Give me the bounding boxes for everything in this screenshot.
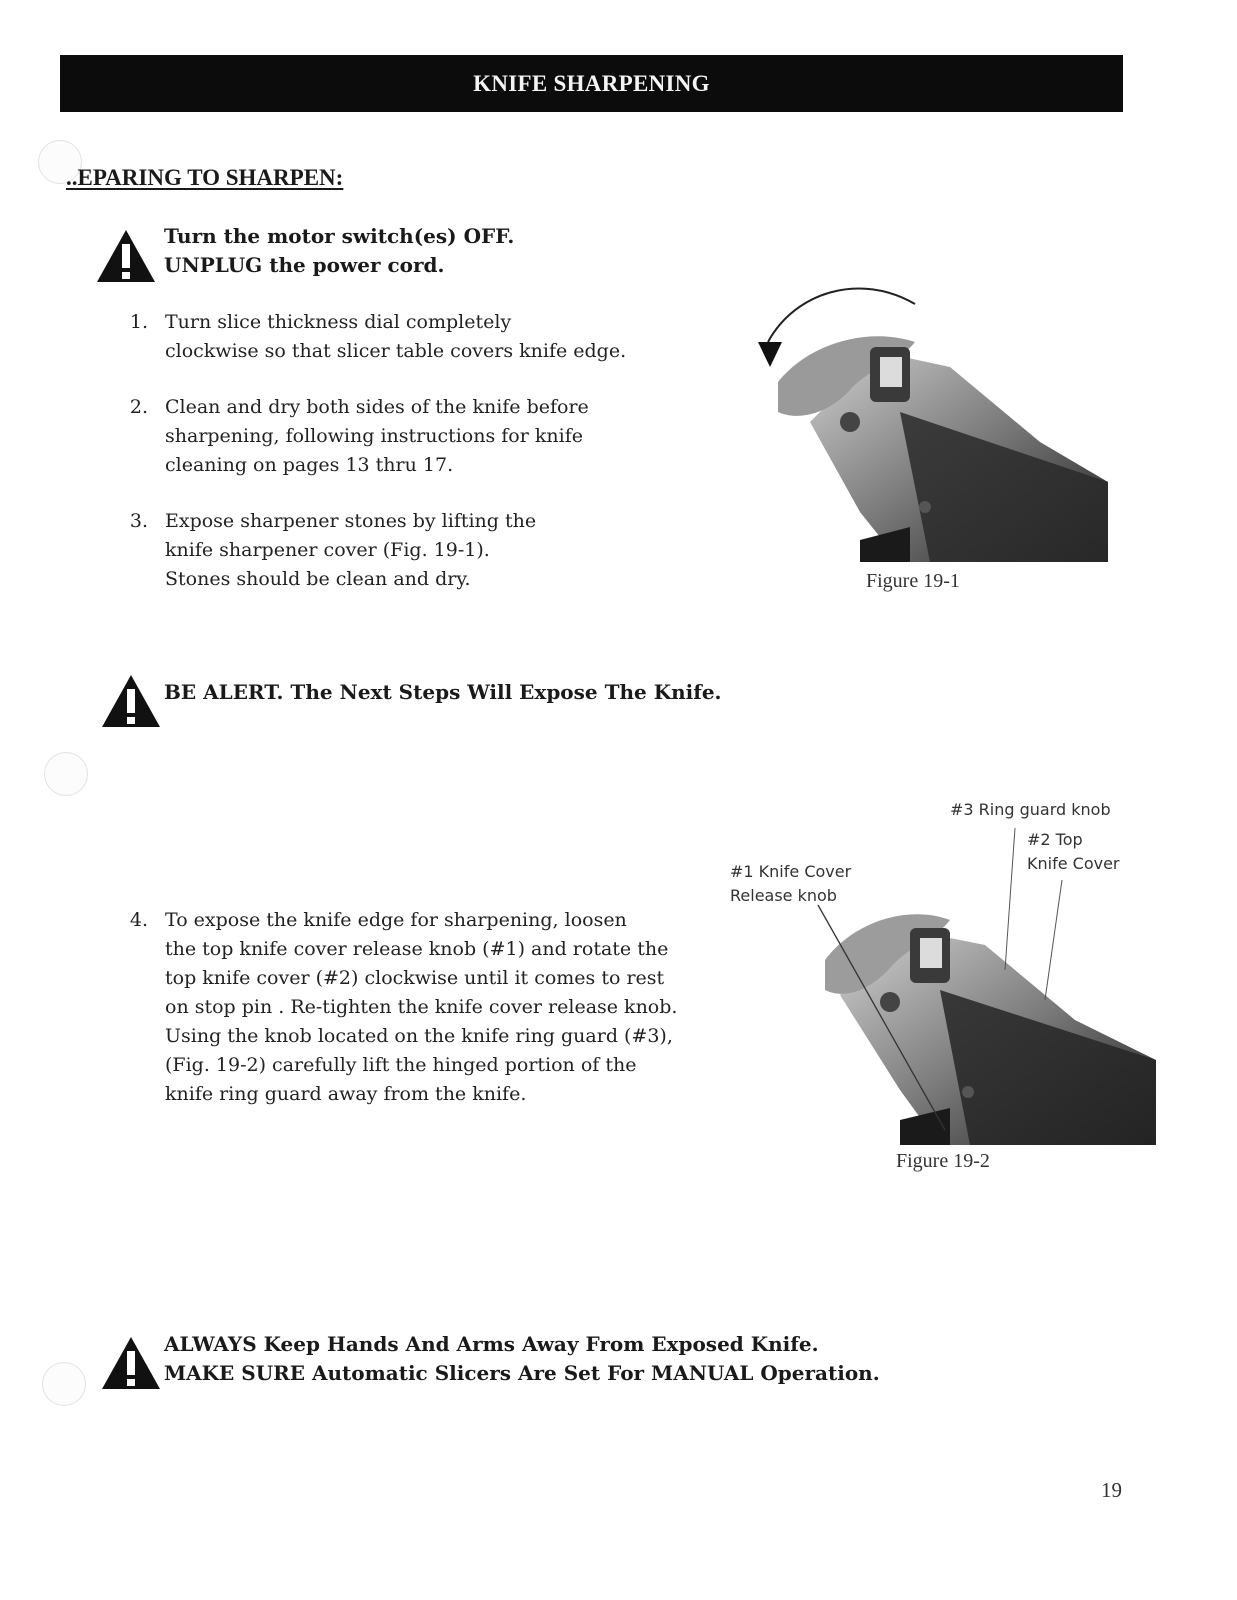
step-line: knife sharpener cover (Fig. 19-1). xyxy=(165,539,490,561)
step-line: Stones should be clean and dry. xyxy=(165,568,471,590)
step-line: top knife cover (#2) clockwise until it comes to rest xyxy=(165,967,665,989)
step-line: clockwise so that slicer table covers knife edge. xyxy=(165,340,627,362)
figure-caption: Figure 19-2 xyxy=(896,1150,990,1172)
warning-text-3 xyxy=(164,1330,880,1388)
step-line: Using the knob located on the knife ring guard (#3), xyxy=(165,1025,673,1047)
binder-hole xyxy=(44,752,88,796)
step-line: cleaning on pages 13 thru 17. xyxy=(165,454,454,476)
step-line: Expose sharpener stones by lifting the xyxy=(165,510,537,532)
warning-line: UNPLUG the power cord. xyxy=(164,253,445,277)
step-number: 2. xyxy=(129,396,148,418)
step-text xyxy=(165,393,589,480)
step-line: on stop pin . Re-tighten the knife cover release knob. xyxy=(165,996,678,1018)
warning-icon xyxy=(100,673,162,729)
warning-icon xyxy=(95,228,157,284)
step-number: 3. xyxy=(129,510,148,532)
figure-19-1-photo xyxy=(750,272,1112,564)
step-line: knife ring guard away from the knife. xyxy=(165,1083,527,1105)
step-text xyxy=(165,507,536,594)
warning-text-1 xyxy=(164,222,514,280)
warning-line: MAKE SURE Automatic Slicers Are Set For MANUAL Operation. xyxy=(164,1361,880,1385)
warning-line: Turn the motor switch(es) OFF. xyxy=(164,224,515,248)
page-title: KNIFE SHARPENING xyxy=(473,71,710,96)
callout-line: Release knob xyxy=(730,886,837,905)
step-line: Clean and dry both sides of the knife before xyxy=(165,396,589,418)
step-line: sharpening, following instructions for knife xyxy=(165,425,583,447)
callout-ring-guard-knob: #3 Ring guard knob xyxy=(950,800,1111,819)
warning-icon xyxy=(100,1335,162,1391)
section-heading: ..EPARING TO SHARPEN: xyxy=(66,165,344,190)
page-number: 19 xyxy=(1101,1478,1122,1502)
header-bar xyxy=(60,55,1123,112)
warning-text-2: BE ALERT. The Next Steps Will Expose The Knife. xyxy=(164,680,722,704)
figure-caption: Figure 19-1 xyxy=(866,570,960,592)
step-number: 1. xyxy=(129,311,148,333)
binder-hole xyxy=(42,1362,86,1406)
step-line: (Fig. 19-2) carefully lift the hinged portion of the xyxy=(165,1054,637,1076)
step-line: the top knife cover release knob (#1) and rotate the xyxy=(165,938,669,960)
warning-line: ALWAYS Keep Hands And Arms Away From Exposed Knife. xyxy=(164,1332,819,1356)
step-line: To expose the knife edge for sharpening, loosen xyxy=(165,909,627,931)
step-text xyxy=(165,308,626,366)
figure-19-2-photo xyxy=(800,820,1158,1146)
step-line: Turn slice thickness dial completely xyxy=(165,311,512,333)
step-number: 4. xyxy=(129,909,148,931)
callout-line: #2 Top xyxy=(1027,830,1083,849)
callout-line: Knife Cover xyxy=(1027,854,1120,873)
step-text xyxy=(165,906,677,1109)
callout-line: #1 Knife Cover xyxy=(730,862,852,881)
